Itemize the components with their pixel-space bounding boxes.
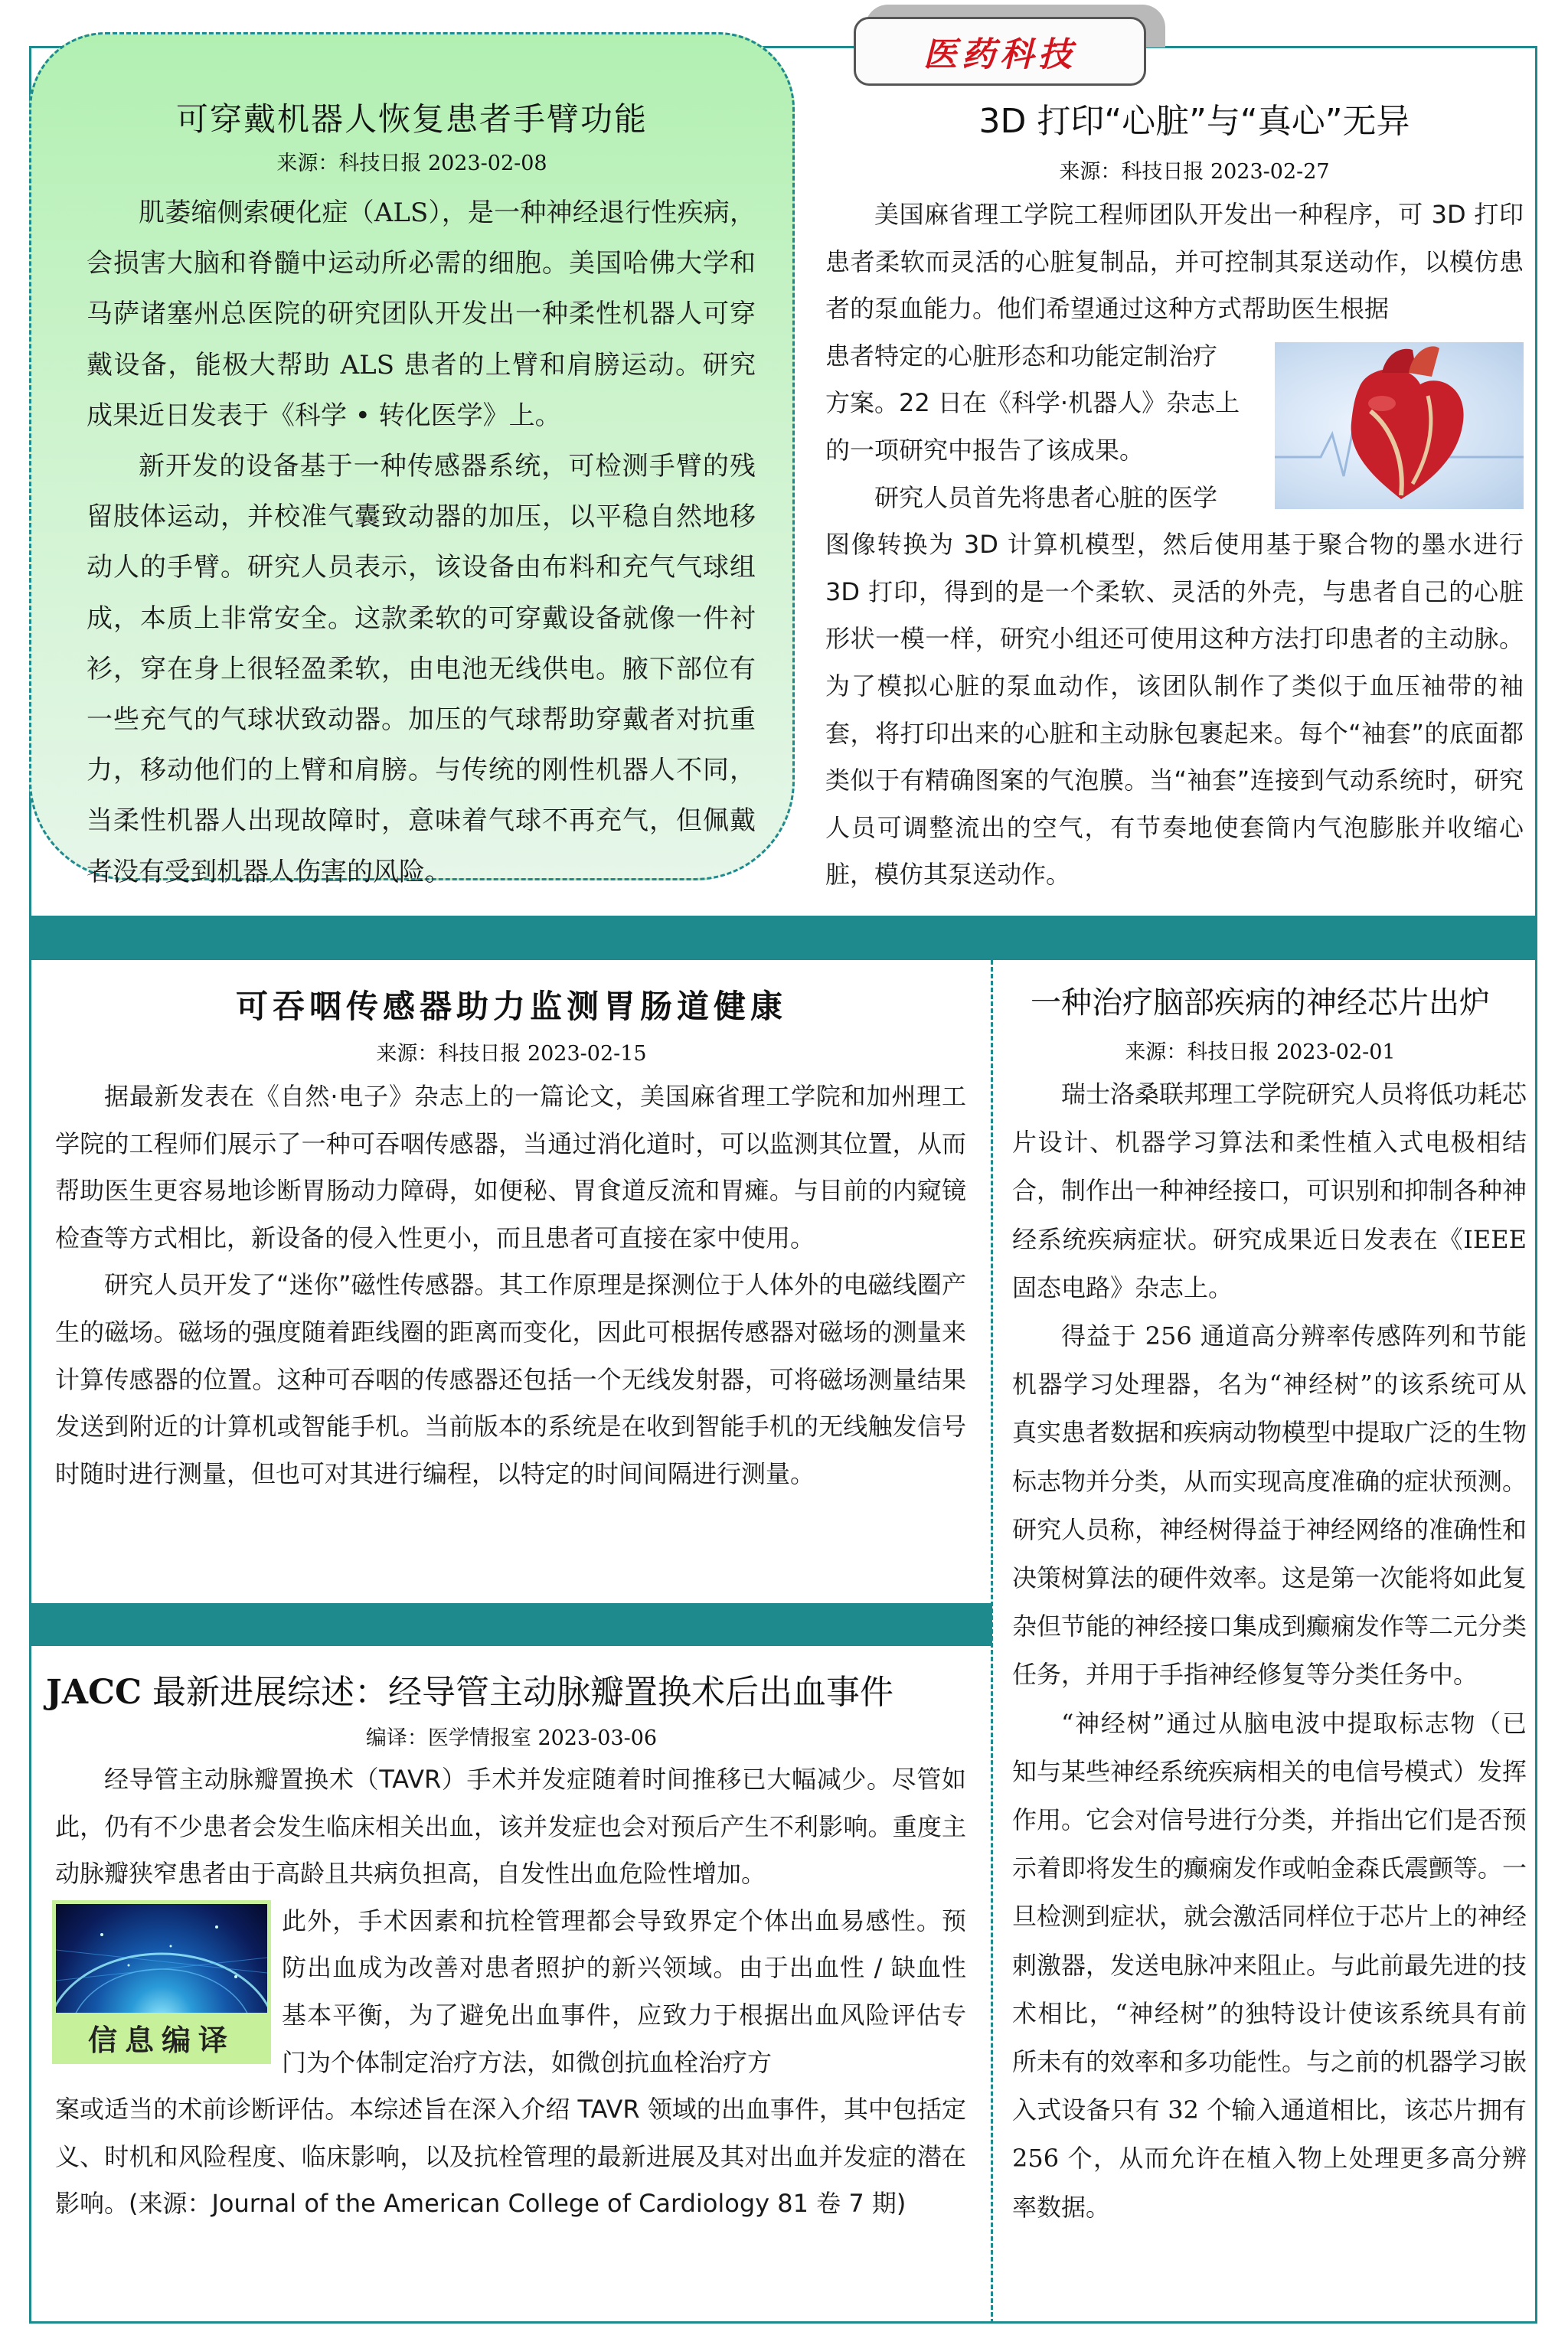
section-badge bbox=[854, 17, 1146, 86]
globe-image bbox=[56, 1904, 267, 2013]
article-source: 来源：科技日报 2023-02-27 bbox=[1059, 160, 1330, 184]
paragraph: 研究人员开发了“迷你”磁性传感器。其工作原理是探测位于人体外的电磁线圈产生的磁场。磁场的强度随着距线圈的距离而变化，因此可根据传感器对磁场的测量来计算传感器的位置。这种可吞咽的传感器还包括一个无线发射器，可将磁场测量结果发送到附近的计算机或智能手机。当前版本的系统是在收到智能手机的无线触发信号时随时进行测量，但也可对其进行编程，以特定的时间间隔进行测量。 bbox=[55, 1270, 966, 1488]
article-robot-arm bbox=[29, 32, 795, 887]
paragraph: 案或适当的术前诊断评估。本综述旨在深入介绍 TAVR 领域的出血事件，其中包括定义、时机和风险程度、临床影响，以及抗栓管理的最新进展及其对出血并发症的潜在影响。(来源：Journal of the American College of Cardiology 81 卷 7 期) bbox=[55, 2095, 966, 2219]
article-title: 可吞咽传感器助力监测胃肠道健康 bbox=[235, 988, 787, 1025]
article-source: 来源：科技日报 2023-02-15 bbox=[376, 1042, 647, 1066]
article-title: 可穿戴机器人恢复患者手臂功能 bbox=[175, 100, 648, 138]
paragraph-wrap-line: 研究人员首先将患者心脏的医学 bbox=[874, 482, 1218, 512]
divider-band-top bbox=[29, 916, 1537, 960]
section-badge-text: 医药科技 bbox=[923, 35, 1076, 74]
paragraph: 图像转换为 3D 计算机模型，然后使用基于聚合物的墨水进行 3D 打印，得到的是一个柔软、灵活的外壳，与患者自己的心脏形状一模一样，研究小组还可使用这种方法打印患者的主动脉。为了模拟心脏的泵血动作，该团队制作了类似于血压袖带的袖套，将打印出来的心脏和主动脉包裹起来。每个“袖套”的底面都类似于有精确图案的气泡膜。当“袖套”连接到气动系统时，研究人员可调整流出的空气，有节奏地使套筒内气泡膨胀并收缩心脏，模仿其泵送动作。 bbox=[825, 530, 1524, 890]
paragraph-wrap-line: 方案。22 日在《科学·机器人》杂志上 bbox=[825, 388, 1240, 418]
paragraph-wrap-line: 的一项研究中报告了该成果。 bbox=[825, 435, 1145, 465]
paragraph: 得益于 256 通道高分辨率传感阵列和节能机器学习处理器，名为“神经树”的该系统可从真实患者数据和疾病动物模型中提取广泛的生物标志物并分类，从而实现高度准确的症状预测。研究人员称，神经树得益于神经网络的准确性和决策树算法的硬件效率。这是第一次能将如此复杂但节能的神经接口集成到癫痫发作等二元分类任务，并用于手指神经修复等分类任务中。 bbox=[1012, 1321, 1527, 1690]
paragraph: “神经树”通过从脑电波中提取标志物（已知与某些神经系统疾病相关的电信号模式）发挥作用。它会对信号进行分类，并指出它们是否预示着即将发生的癫痫发作或帕金森氏震颤等。一旦检测到症状，就会激活同样位于芯片上的神经刺激器，发送电脉冲来阻止。与此前最先进的技术相比，“神经树”的独特设计使该系统具有前所未有的效率和多功能性。与之前的机器学习嵌入式设备只有 32 个输入通道相比，该芯片拥有 256 个，从而允许在植入物上处理更多高分辨率数据。 bbox=[1012, 1708, 1527, 2222]
paragraph: 瑞士洛桑联邦理工学院研究人员将低功耗芯片设计、机器学习算法和柔性植入式电极相结合，制作出一种神经接口，可识别和抑制各种神经系统疾病症状。研究成果近日发表在《IEEE 固态电路》杂志上。 bbox=[1012, 1079, 1527, 1302]
heart-image bbox=[1275, 342, 1524, 509]
article-body bbox=[55, 1073, 966, 1497]
column-divider bbox=[991, 960, 993, 2324]
article-source: 来源：科技日报 2023-02-01 bbox=[1125, 1040, 1396, 1064]
paragraph: 据最新发表在《自然·电子》杂志上的一篇论文，美国麻省理工学院和加州理工学院的工程师们展示了一种可吞咽传感器，当通过消化道时，可以监测其位置，从而帮助医生更容易地诊断胃肠动力障碍，如便秘、胃食道反流和胃瘫。与目前的内窥镜检查等方式相比，新设备的侵入性更小，而且患者可直接在家中使用。 bbox=[55, 1082, 966, 1253]
paragraph: 新开发的设备基于一种传感器系统，可检测手臂的残留肢体运动，并校准气囊致动器的加压，以平稳自然地移动人的手臂。研究人员表示，该设备由布料和充气气球组成，本质上非常安全。这款柔软的可穿戴设备就像一件衬衫，穿在身上很轻盈柔软，由电池无线供电。腋下部位有一些充气的气球状致动器。加压的气球帮助穿戴者对抗重力，移动他们的上臂和肩膀。与传统的刚性机器人不同，当柔性机器人出现故障时，意味着气球不再充气，但佩戴者没有受到机器人伤害的风险。 bbox=[87, 451, 756, 887]
article-title bbox=[46, 1664, 992, 1713]
divider-band-left bbox=[29, 1603, 992, 1646]
article-body bbox=[87, 188, 756, 897]
paragraph: 肌萎缩侧索硬化症（ALS），是一种神经退行性疾病，会损害大脑和脊髓中运动所必需的细胞。美国哈佛大学和马萨诸塞州总医院的研究团队开发出一种柔性机器人可穿戴设备，能极大帮助 ALS 患者的上臂和肩膀运动。研究成果近日发表于《科学 • 转化医学》上。 bbox=[87, 198, 756, 431]
info-compile-label: 信息编译 bbox=[87, 2023, 235, 2057]
title-latin: JACC bbox=[46, 1673, 142, 1712]
paragraph: 经导管主动脉瓣置换术（TAVR）手术并发症随着时间推移已大幅减少。尽管如此，仍有不少患者会发生临床相关出血，该并发症也会对预后产生不利影响。重度主动脉瓣狭窄患者由于高龄且共病负担高，自发性出血危险性增加。 bbox=[55, 1765, 966, 1889]
info-compile-image bbox=[52, 1900, 271, 2064]
article-title: 一种治疗脑部疾病的神经芯片出炉 bbox=[1031, 985, 1490, 1021]
paragraph: 美国麻省理工学院工程师团队开发出一种程序，可 3D 打印患者柔软而灵活的心脏复制品，并可控制其泵送动作，以模仿患者的泵血能力。他们希望通过这种方式帮助医生根据 bbox=[825, 200, 1524, 324]
article-source: 编译：医学情报室 2023-03-06 bbox=[365, 1726, 658, 1750]
article-source: 来源：科技日报 2023-02-08 bbox=[276, 152, 547, 175]
article-title: 3D 打印“心脏”与“真心”无异 bbox=[978, 102, 1410, 141]
paragraph: 此外，手术因素和抗栓管理都会导致界定个体出血易感性。预防出血成为改善对患者照护的新兴领域。由于出血性 / 缺血性基本平衡，为了避免出血事件，应致力于根据出血风险评估专门为个体制定治疗方法，如微创抗血栓治疗方 bbox=[282, 1906, 966, 2077]
article-body bbox=[825, 191, 1524, 899]
article-body bbox=[1012, 1070, 1527, 2232]
title-rest: 最新进展综述：经导管主动脉瓣置换术后出血事件 bbox=[142, 1673, 893, 1712]
paragraph-wrap-line: 患者特定的心脏形态和功能定制治疗 bbox=[825, 341, 1218, 371]
